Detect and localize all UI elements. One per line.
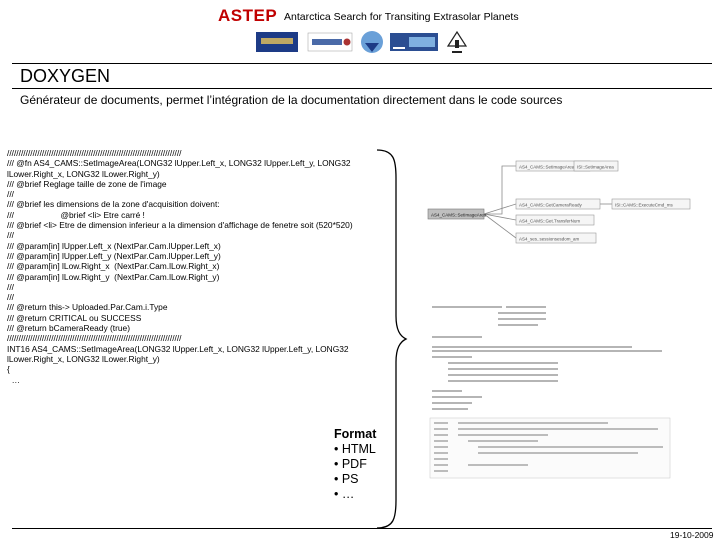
graph-node bbox=[574, 161, 618, 171]
code-line: /// @return CRITICAL ou SUCCESS bbox=[7, 312, 142, 323]
code-line: /// @param[in] lUpper.Left_x (NextPar.Cam.lUpper.Left_x) bbox=[7, 240, 221, 251]
ohp-logo bbox=[359, 28, 385, 56]
graph-node bbox=[516, 233, 596, 243]
svg-text:ISI::SetImageArea: ISI::SetImageArea bbox=[577, 164, 614, 170]
call-graph-thumbnail bbox=[424, 152, 694, 248]
brand-title: ASTEP bbox=[218, 6, 278, 25]
code-line: /// @brief <li> Etre de dimension inferieur a la dimension d'affichage de fenetre soit (520*520) bbox=[7, 220, 353, 231]
code-line: /////////////////////////////////////////////////////////////////////////// bbox=[7, 333, 182, 344]
code-line: /// @param[in] lLow.Right_x (NextPar.Cam.lLow.Right_x) bbox=[7, 261, 220, 272]
code-line: /// @brief les dimensions de la zone d'acquisition doivent: bbox=[7, 199, 220, 210]
graph-node bbox=[516, 215, 594, 225]
graph-node bbox=[428, 209, 487, 219]
code-line: /////////////////////////////////////////////////////////////////////////// bbox=[7, 148, 182, 158]
dlr-logo bbox=[445, 28, 469, 56]
generated-doc-thumbnail bbox=[428, 302, 688, 480]
code-line: /// bbox=[7, 230, 14, 241]
svg-text:AS4_CAMS::Get.TransferNum: AS4_CAMS::Get.TransferNum bbox=[519, 218, 581, 224]
svg-text:ISI::CAMS::ExecuteCmd_ms: ISI::CAMS::ExecuteCmd_ms bbox=[615, 202, 673, 208]
code-line: /// @fn AS4_CAMS::SetImageArea(LONG32 lUpper.Left_x, LONG32 lUpper.Left_y, LONG32 bbox=[7, 158, 351, 169]
slide-header bbox=[0, 4, 720, 24]
title-rule-bottom bbox=[12, 88, 712, 89]
slide-title: DOXYGEN bbox=[20, 66, 111, 86]
title-rule-top bbox=[12, 63, 712, 64]
concordia-logo bbox=[255, 28, 299, 56]
code-line: /// @param[in] lLow.Right_y (NextPar.Cam.lLow.Right_y) bbox=[7, 271, 220, 282]
code-line: lLower.Right_x, LONG32 lLower.Right_y) bbox=[7, 168, 160, 179]
code-line: /// @param[in] lUpper.Left_y (NextPar.Cam.lUpper.Left_y) bbox=[7, 250, 221, 261]
code-line: /// bbox=[7, 281, 14, 292]
svg-text:AS4_ses..sessionsesdom_am: AS4_ses..sessionsesdom_am bbox=[519, 236, 580, 242]
code-line: INT16 AS4_CAMS::SetImageArea(LONG32 lUpper.Left_x, LONG32 lUpper.Left_y, LONG32 bbox=[7, 343, 349, 354]
oca-logo bbox=[389, 28, 439, 56]
format-item: • … bbox=[334, 487, 355, 501]
code-line: /// @brief Reglage taille de zone de l'image bbox=[7, 178, 167, 189]
format-list bbox=[334, 427, 376, 502]
footer-date: 19-10-2009 bbox=[670, 530, 714, 540]
header-subtitle: Antarctica Search for Transiting Extrasolar Planets bbox=[284, 11, 519, 23]
format-item: • PDF bbox=[334, 457, 367, 471]
graph-node bbox=[516, 199, 600, 209]
lead-text: Générateur de documents, permet l’intégration de la documentation directement dans le code sources bbox=[20, 93, 563, 107]
code-line: /// @brief <li> Etre carré ! bbox=[7, 209, 145, 220]
svg-text:AS4_CAMS::SetImageArea: AS4_CAMS::SetImageArea bbox=[431, 212, 487, 218]
graph-node bbox=[612, 199, 690, 209]
format-title: Format bbox=[334, 427, 377, 441]
code-line: /// bbox=[7, 292, 14, 303]
code-line: /// bbox=[7, 189, 14, 200]
fizeau-logo bbox=[307, 28, 353, 56]
svg-text:AS4_CAMS::GetCameraReady: AS4_CAMS::GetCameraReady bbox=[519, 202, 582, 208]
brace-icon bbox=[374, 148, 408, 530]
code-line: lLower.Right_x, LONG32 lLower.Right_y) bbox=[7, 353, 160, 364]
partner-logos bbox=[255, 28, 470, 58]
code-line: { bbox=[7, 364, 10, 375]
code-listing bbox=[7, 148, 369, 385]
code-line: /// @return bCameraReady (true) bbox=[7, 323, 131, 334]
code-line: … bbox=[7, 374, 21, 385]
format-item: • PS bbox=[334, 472, 359, 486]
code-line: /// @return this-> Uploaded.Par.Cam.i.Type bbox=[7, 302, 168, 313]
format-item: • HTML bbox=[334, 442, 376, 456]
footer-rule bbox=[12, 528, 712, 529]
svg-text:AS4_CAMS::SetImageArea: AS4_CAMS::SetImageArea bbox=[519, 164, 575, 170]
